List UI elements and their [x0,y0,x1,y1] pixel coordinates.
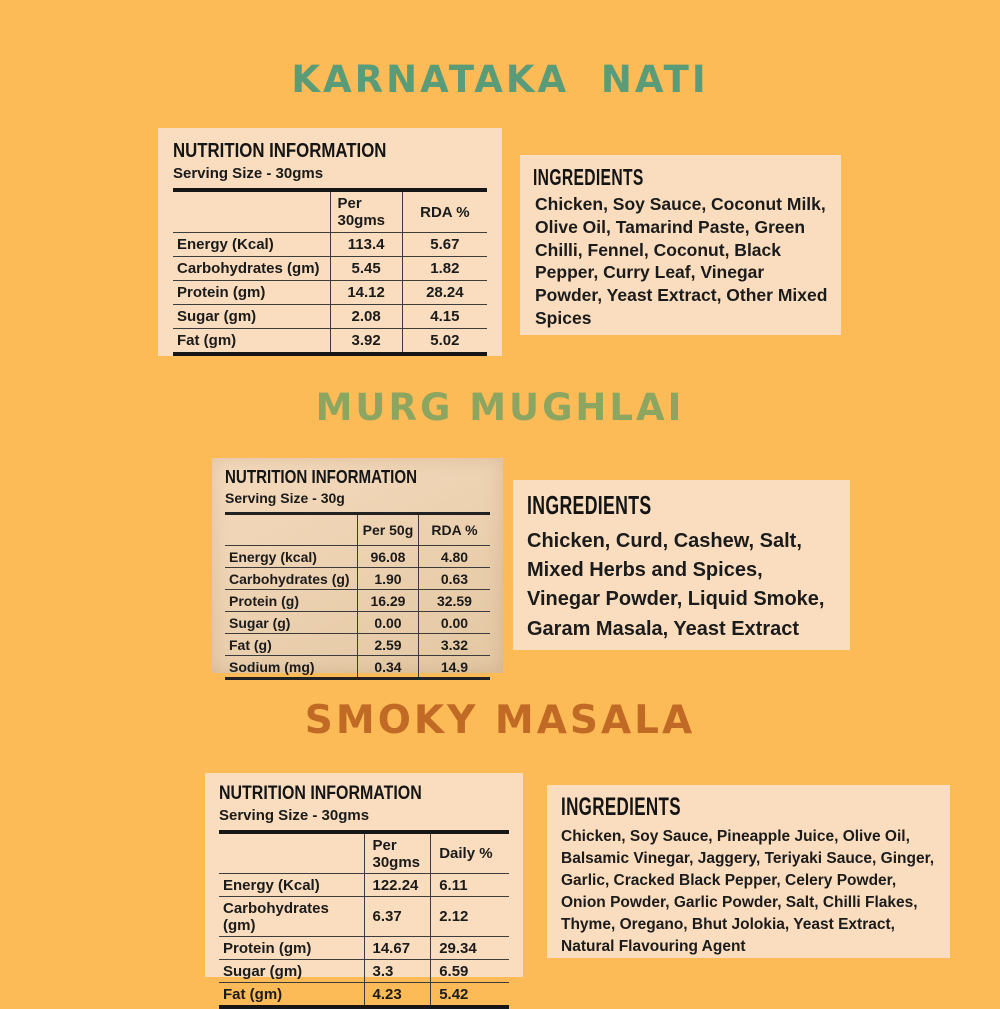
nutrition-panel-murg-mughlai [212,458,503,673]
serving-size: Serving Size - 30gms [219,807,370,824]
column-header-daily: Daily % [431,832,509,874]
column-header-per: Per 30gms [330,190,402,233]
nutrition-table [225,512,490,680]
ingredients-panel-karnataka-nati [520,155,841,335]
nutrition-heading: NUTRITION INFORMATION [173,140,387,162]
table-row: Protein (gm) 14.12 28.24 [173,281,487,305]
section-title-smoky-masala: SMOKY MASALA [304,698,696,743]
table-header-row [225,514,490,546]
table-row: Sodium (mg) 0.34 14.9 [225,656,490,679]
table-row: Energy (Kcal) 122.24 6.11 [219,874,509,897]
serving-size: Serving Size - 30gms [173,165,324,182]
ingredients-heading: INGREDIENTS [527,490,652,520]
ingredients-list: Chicken, Soy Sauce, Coconut Milk, Olive Oil, Tamarind Paste, Green Chilli, Fennel, Coconut, Black Pepper, Curry Leaf, Vinegar Powder, Yeast Extract, Other Mixed Spices [535,194,828,328]
nutrition-table [219,830,509,1009]
column-header-rda: RDA % [402,190,487,233]
table-row: Protein (g) 16.29 32.59 [225,590,490,612]
table-row: Energy (kcal) 96.08 4.80 [225,546,490,568]
table-row: Carbohydrates (gm) 6.37 2.12 [219,897,509,937]
table-row: Fat (gm) 4.23 5.42 [219,983,509,1008]
nutrition-heading: NUTRITION INFORMATION [225,467,418,487]
ingredients-list: Chicken, Curd, Cashew, Salt, Mixed Herbs and Spices, Vinegar Powder, Liquid Smoke, Garam Masala, Yeast Extract [527,530,825,640]
ingredients-panel-smoky-masala [547,785,950,958]
column-header-rda: RDA % [418,514,490,546]
table-row: Carbohydrates (gm) 5.45 1.82 [173,257,487,281]
table-row: Energy (Kcal) 113.4 5.67 [173,233,487,257]
nutrition-panel-smoky-masala [205,773,523,1003]
section-title-murg-mughlai: MURG MUGHLAI [315,386,685,429]
table-row: Fat (gm) 3.92 5.02 [173,329,487,355]
ingredients-heading: INGREDIENTS [561,793,681,821]
table-row: Fat (g) 2.59 3.32 [225,634,490,656]
table-row: Carbohydrates (g) 1.90 0.63 [225,568,490,590]
table-row: Protein (gm) 14.67 29.34 [219,937,509,960]
table-header-row [219,832,509,874]
table-row: Sugar (g) 0.00 0.00 [225,612,490,634]
serving-size: Serving Size - 30g [225,490,345,506]
nutrition-heading: NUTRITION INFORMATION [219,783,422,804]
section-title-karnataka-nati: KARNATAKA NATI [291,58,709,101]
ingredients-panel-murg-mughlai [513,480,850,650]
column-header-per: Per 30gms [364,832,431,874]
nutrition-table [173,188,487,356]
table-row: Sugar (gm) 2.08 4.15 [173,305,487,329]
ingredients-heading: INGREDIENTS [533,164,644,190]
ingredients-list: Chicken, Soy Sauce, Pineapple Juice, Olive Oil, Balsamic Vinegar, Jaggery, Teriyaki Sauce, Ginger, Garlic, Cracked Black Pepper, Celery Powder, Onion Powder, Garlic Powder, Salt, Chilli Flakes, Thyme, Oregano, Bhut Jolokia, Yeast Extract, Natural Flavouring Agent [561,828,935,955]
nutrition-panel-karnataka-nati [158,128,502,356]
table-header-row [173,190,487,233]
column-header-per: Per 50g [358,514,419,546]
table-row: Sugar (gm) 3.3 6.59 [219,960,509,983]
